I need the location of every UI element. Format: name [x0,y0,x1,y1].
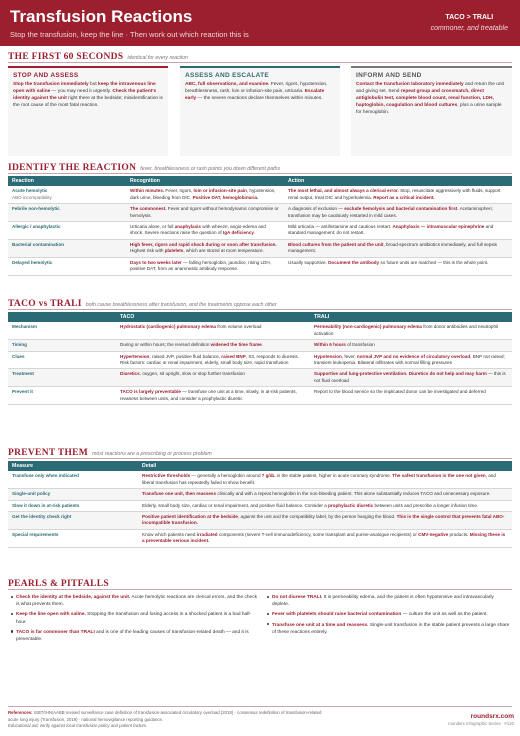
row-label: Timing [8,340,116,351]
page-title: Transfusion Reactions [10,7,193,26]
references-label: References: [8,710,33,715]
prevent-table [8,461,512,548]
measure-cell: Special requirements [8,529,138,547]
measure-cell: Slow it down in at-risk patients [8,500,138,511]
pearl-item: Check the identity at the bedside, against the unit. Acute hemolytic reactions are clerical errors, and the check is what prevents them. [16,595,257,608]
reaction-cell [8,204,126,222]
measure-cell: Transfuse only when indicated [8,471,138,488]
section-heading: IDENTIFY THE REACTION [8,163,137,173]
taco-trali-table [8,312,512,405]
table-row [8,471,512,488]
box-stop-assess [8,66,168,156]
detail-cell: Restrictive thresholds — generally a hemoglobin around 7 g/dL in the stable patient, higher in acute coronary syndrome. The safest transfusion is the one not given, and liberal transfusion has repeatedly failed to show benefit. [138,471,512,488]
col-header: Recognition [126,176,284,186]
series-label: roundsrx Infographic Series · #120 [448,721,514,727]
trali-cell: Permeability (non-cardiogenic) pulmonary edema from donor antibodies and neutrophil activation [310,322,512,339]
table-row [8,239,512,257]
reference-line-2: acute lung injury (Transfusion, 2019) · national hemovigilance reporting guidance. [8,716,164,722]
trali-cell: Within 6 hours of transfusion [310,340,512,351]
table-row [8,387,512,405]
col-header: Reaction [8,176,126,186]
reaction-note: ABO incompatibility [12,194,52,200]
action-cell: Blood cultures from the patient and the unit, broad-spectrum antibiotics immediately, and full sepsis management. [284,239,512,257]
col-header [8,312,116,322]
trali-cell: Hypotension, fever, normal JVP and no evidence of circulatory overload, BNP not raised; transient leukopenia. Bilateral infiltrates with normal filling pressures [310,351,512,369]
reaction-cell [8,239,126,257]
page-subtitle: Stop the transfusion, keep the line · Then work out which reaction this is [10,30,249,39]
reaction-name: Febrile non-hemolytic [12,206,60,212]
pearl-item: Fever with platelets should raise bacterial contamination — culture the unit as well as the patient. [272,611,512,618]
col-header: Detail [138,461,512,471]
header-tag-sub: commoner, and treatable [430,24,508,32]
trali-cell: Supportive and lung-protective ventilation. Diuretics do not help and may harm — this is not fluid overload [310,369,512,387]
section-taco-trali [8,298,512,310]
box-title: STOP AND ASSESS [13,72,79,79]
box-text: ABC, full observations, and examine. Fever, rigors, hypotension, breathlessness, rash, loin or infusion-site pain, urticaria. Escalate early — the severe reactions declare themselves within minutes. [185,82,328,101]
disclaimer: Educational aid; verify against local transfusion policy and patient factors. [8,723,148,729]
reaction-cell [8,221,126,239]
reaction-name: Acute hemolytic [12,188,48,194]
row-label: Mechanism [8,322,116,339]
site-block [448,712,514,727]
table-row [8,257,512,275]
header-tag [431,13,508,34]
section-heading: TACO vs TRALI [8,299,82,309]
measure-cell: Single-unit policy [8,489,138,500]
recognition-cell: Urticaria alone, or full anaphylaxis with wheeze, angio-edema and shock. Severe reactions raise the question of IgA deficiency. [126,221,284,239]
footer [8,706,512,730]
reaction-name: Allergic / anaphylactic [12,223,61,229]
section-identify [8,162,512,174]
table-row [8,204,512,222]
action-cell: Mild urticaria — antihistamine and cautious restart. Anaphylaxis — intramuscular epinephrine and standard management; do not restart. [284,221,512,239]
table-row [8,489,512,500]
box-text: Stop the transfusion immediately but keep the intravenous line open with saline — you may need it urgently. Check the patient's identity against the unit right there at the bedside; misidentification is the root cause of the most fatal reaction. [13,82,163,108]
detail-cell: Know which patients need irradiated components (severe T-cell immunodeficiency, some transplant and purine-analogue recipients) or CMV-negative products. Missing these is a preventable serious incident. [138,529,512,547]
reaction-cell [8,186,126,203]
taco-cell: During or within hours; the revised definition widened the time frame. [116,340,310,351]
identify-table [8,176,512,276]
taco-cell: TACO is largely preventable — transfuse one unit at a time, slowly, in at-risk patients, reassess between units, and consider a prophylactic diuretic [116,387,310,405]
recognition-cell: Within minutes. Fever, rigors, loin or infusion-site pain, hypotension, dark urine, bleeding from DIC. Positive DAT, hemoglobinuria. [126,186,284,203]
row-label: Treatment [8,369,116,387]
pearl-item: Transfuse one unit at a time and reassess. Single-unit transfusion in the stable patient prevents a large share of these reactions entirely. [272,622,512,636]
detail-cell: Elderly, small body size, cardiac or renal impairment, and positive fluid balance. Consider a prophylactic diuretic between units and prescribe a longer infusion time. [138,500,512,511]
pearl-item: Keep the line open with saline. Stopping the transfusion and losing access in a shocked patient is a bad half-hour. [16,611,258,625]
section-heading: PEARLS & PITFALLS [8,579,109,589]
pearls-right-list [266,594,512,639]
col-header: Action [284,176,512,186]
table-row [8,500,512,511]
pearls-left-list [10,594,258,646]
row-label: Prevent it [8,387,116,405]
box-assess-escalate [180,66,340,156]
site-url[interactable]: roundsrx.com [470,713,514,720]
section-pearls [8,578,512,590]
section-subheading: both cause breathlessness after transfusion, and the treatments oppose each other [85,302,277,308]
reaction-cell [8,257,126,275]
reaction-name: Delayed hemolytic [12,259,53,265]
taco-cell: Hypertension, raised JVP, positive fluid balance, raised BNP, S3, responds to diuresis. Risk factors: cardiac or renal impairment, elderly, small body size, rapid transfusion [116,351,310,369]
table-row [8,340,512,351]
box-title: ASSESS AND ESCALATE [185,72,270,79]
table-row [8,322,512,339]
page-header [0,0,520,46]
table-row [8,529,512,547]
trali-cell: Report to the blood service so the implicated donor can be investigated and deferred [310,387,512,405]
table-row [8,221,512,239]
section-subheading: identical for every reaction [127,55,188,61]
reference-line-1: ISBT/IHN/AABB revised surveillance case definition of transfusion-associated circulatory overload (2018) · consensus redefinition of transfusion-related [33,710,322,715]
pearl-item: Do not diurese TRALI. It is permeability edema, and the patient is often hypotensive and intravascularly deplete. [272,594,512,608]
box-inform-send [351,66,512,156]
taco-cell: Hydrostatic (cardiogenic) pulmonary edema from volume overload [116,322,310,339]
recognition-cell: The commonest. Fever and rigors without hemodynamic compromise or hemolysis. [126,204,284,222]
section-subheading: most reactions are a prescribing or process problem [92,451,212,457]
col-header: Measure [8,461,138,471]
action-cell: The most lethal, and almost always a clerical error. Stop, resuscitate aggressively with fluids, support renal output, treat DIC and hyperkalemia. Report as a critical incident. [284,186,512,203]
table-row [8,511,512,529]
pearl-item: TACO is far commoner than TRALI and is one of the leading causes of transfusion-related death — and it is preventable. [16,629,258,643]
measure-cell: Get the identity check right [8,511,138,529]
reaction-name: Bacterial contamination [12,241,65,247]
detail-cell: Transfuse one unit, then reassess clinically and with a repeat hemoglobin in the non-bleeding patient. This alone substantially reduces TACO and unnecessary exposure. [138,489,512,500]
box-text: Contact the transfusion laboratory immediately and return the unit and giving set. Send repeat group and crossmatch, direct antiglobulin test, complete blood count, renal function, LDH, haptoglobin, coagulation and blood cultures, plus a urine sample for hemoglobin. [356,82,504,115]
action-cell: Usually supportive. Document the antibody so future units are matched — this is the whole point. [284,257,512,275]
row-label: Clues [8,351,116,369]
col-header: TACO [116,312,310,322]
box-title: INFORM AND SEND [356,72,422,79]
col-header: TRALI [310,312,512,322]
section-first60 [8,51,512,63]
action-cell: A diagnosis of exclusion — exclude hemolysis and bacterial contamination first. Acetaminophen; transfusion may be cautiously restarted in mild cases. [284,204,512,222]
header-tag-text: TACO > TRALI [445,14,494,21]
table-row [8,351,512,369]
recognition-cell: High fever, rigors and rapid shock during or soon after transfusion. Highest risk with platelets, which are stored at room temperature. [126,239,284,257]
recognition-cell: Days to two weeks later — falling hemoglobin, jaundice, rising LDH, positive DAT, from an anamnestic antibody response. [126,257,284,275]
section-heading: THE FIRST 60 SECONDS [8,52,124,62]
section-prevent [8,447,512,459]
table-row [8,186,512,203]
taco-cell: Diuretics, oxygen, sit upright, slow or stop further transfusion [116,369,310,387]
detail-cell: Positive patient identification at the bedside, against the unit and the compatibility label, by the person hanging the blood. This is the single control that prevents fatal ABO-incompatible transfusion. [138,511,512,529]
section-subheading: fever, breathlessness or rash points you down different paths [140,166,281,172]
section-heading: PREVENT THEM [8,448,89,458]
table-row [8,369,512,387]
